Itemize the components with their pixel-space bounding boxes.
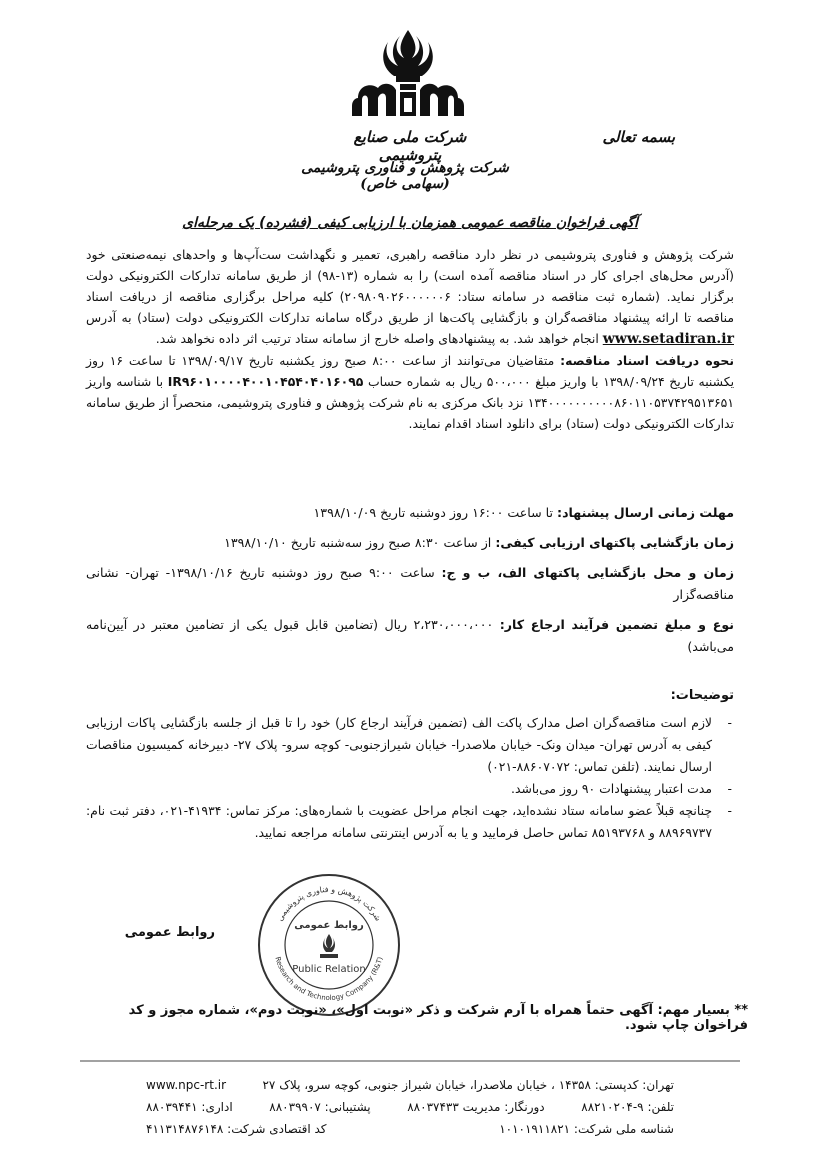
guarantee-row [86,614,734,658]
footer-fax-admin: اداری: ۸۸۰۳۹۴۴۱ [146,1100,233,1114]
basmala: بسمه تعالی [602,128,675,146]
envelope-opening-value: ساعت ۹:۰۰ صبح روز دوشنبه تاریخ ۱۳۹۸/۱۰/۱۶- تهران- نشانی مناقصه‌گزار [86,565,734,602]
footer-row-address [146,1074,674,1096]
document-receipt-text-end: با شناسه واریز ۱۳۴۰۰۰۰۰۰۰۰۰۰۸۶۰۱۱۰۵۳۷۴۲۹۵۱۳۶۵۱ نزد بانک مرکزی به نام شرکت پژوهش و فناوری پتروشیمی، منحصراً از طریق سامانه تدارکات الکترونیکی دولت (ستاد) برای دانلود اسناد اقدام نمایند. [86,374,734,431]
guarantee-value: ۲،۲۳۰،۰۰۰،۰۰۰ ریال (تضامین قابل قبول یکی از تضامین معتبر در آیین‌نامه می‌باشد) [86,617,734,654]
notice-body [86,244,734,434]
svg-text:Research and Technology Compan [273,956,384,1002]
company-name-rt: شرکت پژوهش و فناوری پتروشیمی (سهامی خاص) [301,160,509,192]
notes-title: توضیحات: [670,688,734,703]
signoff-public-relations: روابط عمومی [124,925,215,940]
intro-paragraph [86,244,734,350]
footer-row-phones [146,1096,674,1118]
npc-flame-logo [348,28,468,124]
deadline-label: مهلت زمانی ارسال پیشنهاد: [557,505,734,520]
intro-text: شرکت پژوهش و فناوری پتروشیمی در نظر دارد مناقصه راهبری، تعمیر و نگهداشت ست‌آپ‌ها و واحدهای نیمه‌صنعتی خود (آدرس محل‌های اجرای کار در اسناد مناقصه آمده است) را به شماره (۱۳-۹۸) از طریق سامانه تدارکات الکترونیکی دولت برگزار نماید. (شماره ثبت مناقصه در سامانه ستاد: ۲۰۹۸۰۹۰۲۶۰۰۰۰۰۰۶) کلیه مراحل برگزاری مناقصه از دریافت اسناد مناقصه تا ارائه پیشنهاد مناقصه‌گران و بازگشایی پاکت‌ها از طریق درگاه سامانه تدارکات الکترونیکی دولت (ستاد) به آدرس [86,247,735,325]
stamp-flame-icon [320,934,338,958]
footer-national-id: شناسه ملی شرکت: ۱۰۱۰۱۹۱۱۸۲۱ [499,1122,674,1136]
schedule-section [86,502,734,666]
footer [146,1074,674,1140]
quality-opening-value: از ساعت ۸:۳۰ صبح روز سه‌شنبه تاریخ ۱۳۹۸/۱۰/۱۰ [224,535,492,550]
note-item: - لازم است مناقصه‌گران اصل مدارک پاکت الف (تضمین فرآیند ارجاع کار) خود را تا قبل از جلسه بازگشایی پاکات ارزیابی کیفی به آدرس تهران- میدان ونک- خیابان ملاصدرا- خیابان شیرازجنوبی- کوچه سرو- پلاک ۲۷- دبیرخانه کمیسیون مناقصات ارسال نمایند. (تلفن تماس: ۸۸۶۰۷۰۷۲-۰۲۱) [86,712,712,778]
stamp-inner-en: Public Relation [292,964,366,975]
envelope-opening-label: زمان و محل بازگشایی پاکتهای الف، ب و ج: [441,565,734,580]
envelope-opening-row [86,562,734,606]
stamp-arc-fa: شرکت پژوهش و فناوری پتروشیمی [275,884,383,923]
document-receipt-label: نحوه دریافت اسناد مناقصه: [560,353,735,368]
notice-title: آگهی فراخوان مناقصه عمومی همزمان با ارزیابی کیفی (فشرده) یک مرحله‌ای [182,215,638,231]
important-notice: ** بسیار مهم: آگهی حتماً همراه با آرم شرکت و ذکر «نوبت اول»، «نوبت دوم»، شماره مجوز و کد فراخوان چاپ شود. [128,1003,748,1033]
footer-fax-manager: دورنگار: مدیریت ۸۸۰۳۷۴۳۳ [407,1100,545,1114]
document-receipt-paragraph [86,350,734,434]
footer-fax-support: پشتیبانی: ۸۸۰۳۹۹۰۷ [269,1100,371,1114]
footer-website-link[interactable]: www.npc-rt.ir [146,1078,227,1092]
footer-economic-code: کد اقتصادی شرکت: ۴۱۱۳۱۴۸۷۶۱۴۸ [146,1122,327,1136]
intro-text-end: انجام خواهد شد. به پیشنهادهای واصله خارج از سامانه ستاد ترتیب اثر داده نخواهد شد. [155,331,599,346]
company-name-nipc: شرکت ملی صنایع پتروشیمی [353,128,467,164]
quality-opening-label: زمان بازگشایی پاکتهای ارزیابی کیفی: [495,535,734,550]
quality-opening-row [86,532,734,554]
note-item: - مدت اعتبار پیشنهادات ۹۰ روز می‌باشد. [86,778,712,800]
svg-text:شرکت پژوهش و فناوری پتروشیمی [275,885,383,923]
stamp-inner-fa: روابط عمومی [294,920,364,931]
document-receipt-text: متقاضیان می‌توانند از ساعت ۸:۰۰ صبح روز یکشنبه تاریخ ۱۳۹۸/۰۹/۱۷ تا ساعت ۱۶ روز یکشنبه تاریخ ۱۳۹۸/۰۹/۲۴ با واریز مبلغ ۵۰۰،۰۰۰ ریال به شماره حساب [86,353,735,389]
iban-number: IR۹۶۰۱۰۰۰۰۴۰۰۱۰۴۵۴۰۴۰۱۶۰۹۵ [167,374,364,389]
notes-list [86,712,734,844]
footer-divider [80,1060,740,1062]
deadline-row [86,502,734,524]
setad-website-link[interactable]: www.setadiran.ir [602,331,734,347]
footer-row-ids [146,1118,674,1140]
guarantee-label: نوع و مبلغ تضمین فرآیند ارجاع کار: [499,617,734,632]
stamp-arc-en: Research and Technology Company (R&T) [273,955,385,1003]
note-item: - چنانچه قبلاً عضو سامانه ستاد نشده‌اید، جهت انجام مراحل عضویت با شماره‌های: مرکز تماس: ۴۱۹۳۴-۰۲۱، دفتر ثبت نام: ۸۸۹۶۹۷۳۷ و ۸۵۱۹۳۷۶۸ تماس حاصل فرمایید و یا به آدرس اینترنتی سامانه مراجعه نمایید. [86,800,712,844]
public-relations-stamp [254,870,404,1020]
deadline-value: تا ساعت ۱۶:۰۰ روز دوشنبه تاریخ ۱۳۹۸/۱۰/۰۹ [313,505,554,520]
footer-address: تهران: کدپستی: ۱۴۳۵۸ ، خیابان ملاصدرا، خیابان شیراز جنوبی، کوچه سرو، پلاک ۲۷ [262,1078,674,1092]
footer-phone: تلفن: ۹-۸۸۲۱۰۲۰۴ [581,1100,674,1114]
